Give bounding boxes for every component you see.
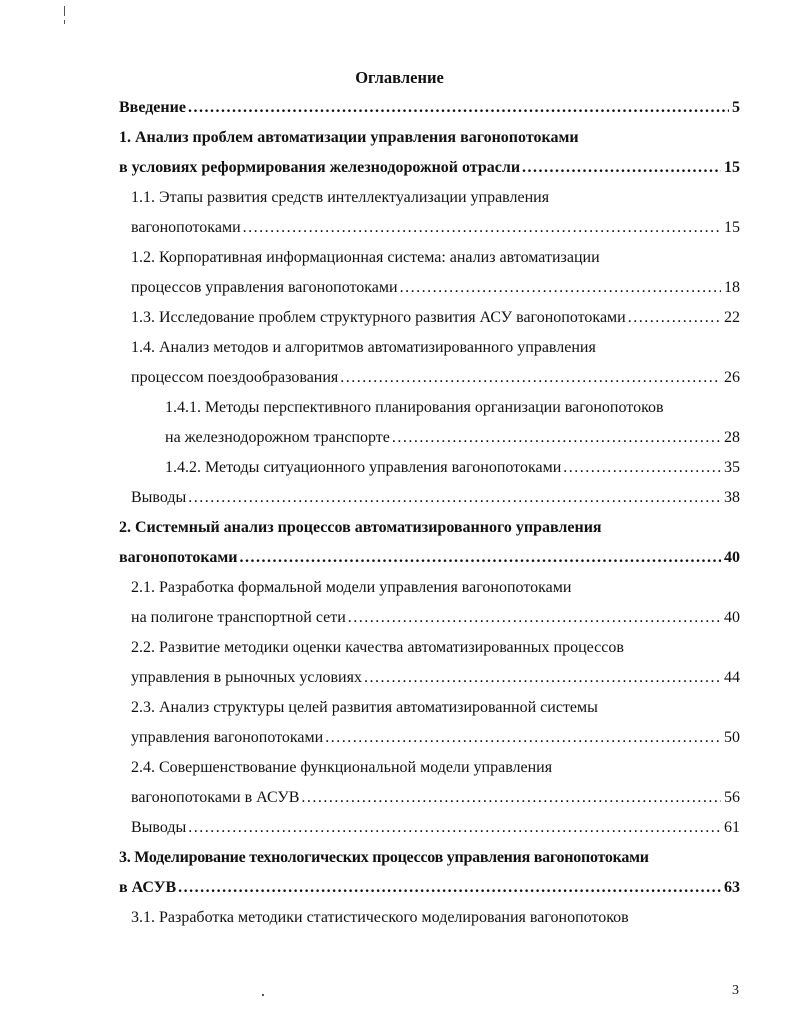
toc-entry-section-3-1[interactable] — [131, 903, 740, 933]
toc-entry-title: 1.4.1. Методы перспективного планирования организации вагонопотоков — [165, 399, 664, 416]
toc-page-number: 44 — [724, 669, 740, 686]
table-of-contents — [0, 93, 799, 933]
toc-entry-title-continued: в АСУВ — [119, 879, 177, 896]
toc-entry-title: 1.4.2. Методы ситуационного управления вагонопотоками — [165, 459, 562, 476]
toc-page-number: 18 — [724, 279, 740, 296]
toc-entry-title-continued: в условиях реформирования железнодорожной отрасли — [119, 159, 521, 176]
toc-page-number: 63 — [724, 879, 740, 896]
leader-dots — [301, 783, 721, 813]
toc-entry-title: 1.2. Корпоративная информационная система: анализ автоматизации — [131, 249, 600, 266]
toc-page-number: 15 — [724, 159, 740, 176]
toc-entry-title: 1. Анализ проблем автоматизации управления вагонопотоками — [119, 129, 579, 146]
toc-entry-title-continued: вагонопотоками в АСУВ — [131, 789, 300, 806]
leader-dots — [563, 453, 721, 483]
toc-entry-conclusions-2[interactable] — [131, 813, 740, 843]
toc-entry-title: 2.4. Совершенствование функциональной модели управления — [131, 759, 553, 776]
toc-entry-title: Выводы — [131, 489, 187, 506]
toc-entry-subsection-1-4-1[interactable] — [165, 393, 740, 453]
toc-page-number: 28 — [724, 429, 740, 446]
toc-entry-title-continued: управления вагонопотоками — [131, 729, 324, 746]
toc-entry-section-2-1[interactable] — [131, 573, 740, 633]
leader-dots — [392, 423, 721, 453]
leader-dots — [325, 723, 721, 753]
toc-entry-title: 1.4. Анализ методов и алгоритмов автоматизированного управления — [131, 339, 596, 356]
toc-entry-title-continued: вагонопотоками — [131, 219, 241, 236]
toc-entry-title: 2.3. Анализ структуры целей развития автоматизированной системы — [131, 699, 598, 716]
toc-page-number: 15 — [724, 219, 740, 236]
page-title: Оглавление — [355, 68, 444, 87]
toc-page-number: 40 — [724, 609, 740, 626]
toc-entry-section-2-3[interactable] — [131, 693, 740, 753]
toc-page-number: 50 — [724, 729, 740, 746]
page-number: 3 — [732, 983, 739, 998]
toc-entry-title: 3.1. Разработка методики статистического моделирования вагонопотоков — [131, 909, 629, 926]
toc-entry-title: 1.1. Этапы развития средств интеллектуализации управления — [131, 189, 550, 206]
toc-entry-title-continued: вагонопотоками — [119, 549, 238, 566]
toc-entry-title: 1.3. Исследование проблем структурного развития АСУ вагонопотоками — [131, 309, 626, 326]
toc-entry-title: 3. Моделирование технологических процессов управления вагонопотоками — [119, 849, 649, 866]
leader-dots — [364, 663, 721, 693]
toc-entry-section-1-4[interactable] — [131, 333, 740, 393]
toc-entry-title-continued: процессов управления вагонопотоками — [131, 279, 398, 296]
toc-page-number: 35 — [724, 459, 740, 476]
toc-entry-subsection-1-4-2[interactable] — [165, 453, 740, 483]
toc-entry-section-1-3[interactable] — [131, 303, 740, 333]
toc-page-number: 61 — [724, 819, 740, 836]
leader-dots — [239, 543, 721, 573]
toc-entry-chapter-1[interactable] — [119, 123, 740, 183]
leader-dots — [188, 93, 729, 123]
toc-page-number: 5 — [732, 99, 740, 116]
scan-artifact — [64, 20, 65, 24]
toc-entry-section-2-2[interactable] — [131, 633, 740, 693]
toc-entry-title: 2.2. Развитие методики оценки качества автоматизированных процессов — [131, 639, 624, 656]
toc-page-number: 22 — [724, 309, 740, 326]
toc-entry-title: Выводы — [131, 819, 187, 836]
toc-entry-chapter-3[interactable] — [119, 843, 740, 903]
toc-entry-conclusions-1[interactable] — [131, 483, 740, 513]
scan-artifact — [262, 994, 264, 996]
leader-dots — [400, 273, 721, 303]
toc-entry-introduction[interactable] — [119, 93, 740, 123]
toc-entry-section-1-1[interactable] — [131, 183, 740, 243]
leader-dots — [522, 153, 721, 183]
leader-dots — [628, 303, 721, 333]
toc-entry-title: Введение — [119, 99, 186, 116]
toc-entry-chapter-2[interactable] — [119, 513, 740, 573]
toc-entry-title-continued: процессом поездообразования — [131, 369, 339, 386]
toc-page-number: 26 — [724, 369, 740, 386]
toc-entry-title-continued: на железнодорожном транспорте — [165, 429, 390, 446]
toc-entry-title: 2.1. Разработка формальной модели управления вагонопотоками — [131, 579, 572, 596]
leader-dots — [188, 483, 721, 513]
leader-dots — [178, 873, 721, 903]
toc-entry-title: 2. Системный анализ процессов автоматизированного управления — [119, 519, 602, 536]
toc-entry-section-2-4[interactable] — [131, 753, 740, 813]
toc-page-number: 40 — [724, 549, 740, 566]
leader-dots — [188, 813, 721, 843]
toc-entry-section-1-2[interactable] — [131, 243, 740, 303]
toc-page-number: 56 — [724, 789, 740, 806]
leader-dots — [340, 363, 721, 393]
toc-entry-title-continued: управления в рыночных условиях — [131, 669, 362, 686]
leader-dots — [243, 213, 721, 243]
scan-artifact — [64, 6, 65, 16]
leader-dots — [348, 603, 721, 633]
toc-page-number: 38 — [724, 489, 740, 506]
toc-entry-title-continued: на полигоне транспортной сети — [131, 609, 346, 626]
